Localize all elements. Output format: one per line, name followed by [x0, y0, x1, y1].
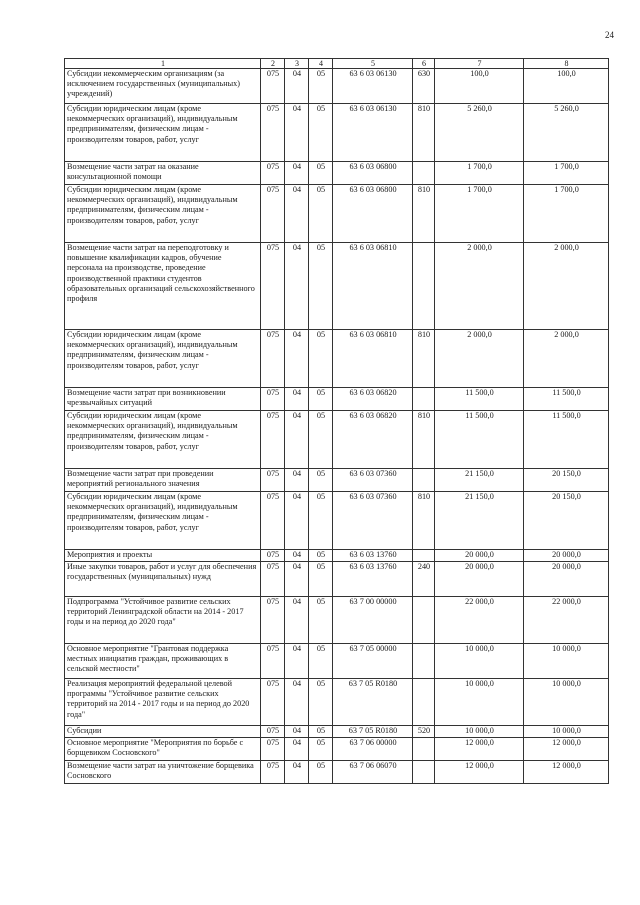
cell-target-article: 63 6 03 06820	[333, 411, 413, 469]
cell-section: 04	[285, 411, 309, 469]
cell-subsection: 05	[309, 104, 333, 162]
cell-section: 04	[285, 388, 309, 411]
column-header: 4	[309, 59, 333, 69]
cell-section: 04	[285, 330, 309, 388]
cell-section: 04	[285, 679, 309, 726]
cell-target-article: 63 6 03 06800	[333, 185, 413, 243]
cell-amount-col7: 10 000,0	[435, 679, 524, 726]
cell-ministry-code: 075	[261, 726, 285, 738]
cell-amount-col7: 2 000,0	[435, 243, 524, 330]
cell-subsection: 05	[309, 162, 333, 185]
table-row	[65, 492, 609, 550]
cell-ministry-code: 075	[261, 761, 285, 784]
cell-section: 04	[285, 597, 309, 644]
cell-amount-col7: 12 000,0	[435, 738, 524, 761]
table-row	[65, 550, 609, 562]
cell-amount-col8: 1 700,0	[524, 185, 609, 243]
cell-name: Иные закупки товаров, работ и услуг для обеспечения государственных (муниципальных) нужд	[65, 562, 261, 597]
table-row	[65, 726, 609, 738]
cell-section: 04	[285, 104, 309, 162]
cell-target-article: 63 6 03 07360	[333, 492, 413, 550]
cell-amount-col7: 21 150,0	[435, 492, 524, 550]
cell-section: 04	[285, 69, 309, 104]
cell-target-article: 63 7 06 06070	[333, 761, 413, 784]
cell-section: 04	[285, 162, 309, 185]
cell-target-article: 63 6 03 13760	[333, 550, 413, 562]
cell-name: Возмещение части затрат при проведении мероприятий регионального значения	[65, 469, 261, 492]
cell-name: Основное мероприятие "Грантовая поддержка местных инициатив граждан, проживающих в сельской местности"	[65, 644, 261, 679]
cell-name: Субсидии юридическим лицам (кроме некоммерческих организаций), индивидуальным предпринимателям, физическим лицам - производителям товаров, работ, услуг	[65, 411, 261, 469]
table-row	[65, 330, 609, 388]
cell-subsection: 05	[309, 330, 333, 388]
cell-subsection: 05	[309, 243, 333, 330]
cell-subsection: 05	[309, 597, 333, 644]
cell-amount-col7: 11 500,0	[435, 388, 524, 411]
cell-target-article: 63 6 03 06810	[333, 330, 413, 388]
cell-amount-col7: 22 000,0	[435, 597, 524, 644]
table-row	[65, 411, 609, 469]
cell-subsection: 05	[309, 69, 333, 104]
table-row	[65, 562, 609, 597]
cell-subsection: 05	[309, 738, 333, 761]
cell-name: Подпрограмма "Устойчивое развитие сельских территорий Ленинградской области на 2014 - 2017 годы и на период до 2020 года"	[65, 597, 261, 644]
table-row	[65, 644, 609, 679]
column-header: 2	[261, 59, 285, 69]
column-header: 8	[524, 59, 609, 69]
cell-expense-type: 810	[413, 492, 435, 550]
cell-subsection: 05	[309, 726, 333, 738]
cell-amount-col8: 100,0	[524, 69, 609, 104]
cell-subsection: 05	[309, 388, 333, 411]
table-row	[65, 162, 609, 185]
cell-amount-col8: 2 000,0	[524, 330, 609, 388]
cell-ministry-code: 075	[261, 738, 285, 761]
cell-expense-type: 240	[413, 562, 435, 597]
cell-name: Возмещение части затрат на уничтожение борщевика Сосновского	[65, 761, 261, 784]
cell-ministry-code: 075	[261, 469, 285, 492]
cell-target-article: 63 7 00 00000	[333, 597, 413, 644]
table-row	[65, 597, 609, 644]
cell-expense-type: 630	[413, 69, 435, 104]
cell-amount-col7: 21 150,0	[435, 469, 524, 492]
table-row	[65, 388, 609, 411]
cell-ministry-code: 075	[261, 550, 285, 562]
cell-expense-type: 810	[413, 411, 435, 469]
cell-expense-type	[413, 761, 435, 784]
cell-target-article: 63 6 03 07360	[333, 469, 413, 492]
column-header: 1	[65, 59, 261, 69]
cell-expense-type	[413, 644, 435, 679]
cell-ministry-code: 075	[261, 492, 285, 550]
cell-ministry-code: 075	[261, 562, 285, 597]
cell-section: 04	[285, 738, 309, 761]
cell-section: 04	[285, 550, 309, 562]
cell-target-article: 63 6 03 06800	[333, 162, 413, 185]
cell-section: 04	[285, 644, 309, 679]
cell-name: Реализация мероприятий федеральной целевой программы "Устойчивое развитие сельских территорий на 2014 - 2017 годы и на период до 2020 года"	[65, 679, 261, 726]
cell-amount-col8: 11 500,0	[524, 388, 609, 411]
cell-ministry-code: 075	[261, 388, 285, 411]
cell-amount-col7: 5 260,0	[435, 104, 524, 162]
table-row	[65, 243, 609, 330]
cell-section: 04	[285, 469, 309, 492]
cell-amount-col7: 1 700,0	[435, 162, 524, 185]
cell-target-article: 63 7 05 R0180	[333, 679, 413, 726]
table-row	[65, 761, 609, 784]
cell-amount-col8: 20 000,0	[524, 562, 609, 597]
cell-amount-col8: 10 000,0	[524, 679, 609, 726]
cell-amount-col8: 12 000,0	[524, 761, 609, 784]
cell-amount-col8: 12 000,0	[524, 738, 609, 761]
cell-amount-col7: 1 700,0	[435, 185, 524, 243]
cell-amount-col8: 1 700,0	[524, 162, 609, 185]
cell-ministry-code: 075	[261, 69, 285, 104]
cell-amount-col7: 20 000,0	[435, 550, 524, 562]
cell-expense-type	[413, 469, 435, 492]
cell-target-article: 63 7 05 00000	[333, 644, 413, 679]
column-header: 3	[285, 59, 309, 69]
cell-subsection: 05	[309, 411, 333, 469]
cell-amount-col8: 2 000,0	[524, 243, 609, 330]
table-row	[65, 679, 609, 726]
cell-ministry-code: 075	[261, 162, 285, 185]
cell-name: Возмещение части затрат при возникновении чрезвычайных ситуаций	[65, 388, 261, 411]
cell-name: Субсидии юридическим лицам (кроме некоммерческих организаций), индивидуальным предпринимателям, физическим лицам - производителям товаров, работ, услуг	[65, 492, 261, 550]
cell-section: 04	[285, 562, 309, 597]
cell-section: 04	[285, 492, 309, 550]
cell-target-article: 63 6 03 06130	[333, 69, 413, 104]
cell-name: Субсидии	[65, 726, 261, 738]
cell-expense-type	[413, 550, 435, 562]
column-header-row	[65, 59, 609, 69]
table-row	[65, 738, 609, 761]
cell-target-article: 63 7 05 R0180	[333, 726, 413, 738]
cell-subsection: 05	[309, 679, 333, 726]
column-header: 7	[435, 59, 524, 69]
cell-name: Основное мероприятие "Мероприятия по борьбе с борщевиком Сосновского"	[65, 738, 261, 761]
cell-expense-type	[413, 243, 435, 330]
cell-name: Субсидии юридическим лицам (кроме некоммерческих организаций), индивидуальным предпринимателям, физическим лицам - производителям товаров, работ, услуг	[65, 104, 261, 162]
cell-subsection: 05	[309, 761, 333, 784]
cell-amount-col8: 11 500,0	[524, 411, 609, 469]
cell-target-article: 63 6 03 06810	[333, 243, 413, 330]
cell-amount-col8: 20 150,0	[524, 492, 609, 550]
cell-name: Субсидии некоммерческим организациям (за исключением государственных (муниципальных) учреждений)	[65, 69, 261, 104]
cell-ministry-code: 075	[261, 644, 285, 679]
cell-amount-col7: 100,0	[435, 69, 524, 104]
cell-name: Мероприятия и проекты	[65, 550, 261, 562]
table-body	[65, 59, 609, 784]
cell-amount-col8: 10 000,0	[524, 726, 609, 738]
cell-expense-type	[413, 738, 435, 761]
cell-name: Субсидии юридическим лицам (кроме некоммерческих организаций), индивидуальным предпринимателям, физическим лицам - производителям товаров, работ, услуг	[65, 330, 261, 388]
cell-subsection: 05	[309, 469, 333, 492]
cell-subsection: 05	[309, 550, 333, 562]
column-header: 5	[333, 59, 413, 69]
cell-target-article: 63 6 03 06820	[333, 388, 413, 411]
table-row	[65, 104, 609, 162]
cell-ministry-code: 075	[261, 104, 285, 162]
cell-target-article: 63 6 03 06130	[333, 104, 413, 162]
cell-target-article: 63 6 03 13760	[333, 562, 413, 597]
cell-subsection: 05	[309, 492, 333, 550]
cell-ministry-code: 075	[261, 243, 285, 330]
cell-section: 04	[285, 185, 309, 243]
cell-subsection: 05	[309, 644, 333, 679]
cell-ministry-code: 075	[261, 330, 285, 388]
cell-amount-col8: 22 000,0	[524, 597, 609, 644]
cell-amount-col7: 12 000,0	[435, 761, 524, 784]
cell-ministry-code: 075	[261, 679, 285, 726]
cell-expense-type: 810	[413, 330, 435, 388]
budget-table	[64, 58, 609, 784]
column-header: 6	[413, 59, 435, 69]
cell-expense-type	[413, 388, 435, 411]
cell-expense-type	[413, 679, 435, 726]
cell-ministry-code: 075	[261, 411, 285, 469]
cell-amount-col7: 10 000,0	[435, 726, 524, 738]
table-row	[65, 185, 609, 243]
page-number: 24	[605, 30, 614, 40]
cell-amount-col7: 20 000,0	[435, 562, 524, 597]
cell-subsection: 05	[309, 185, 333, 243]
cell-amount-col7: 11 500,0	[435, 411, 524, 469]
cell-expense-type: 810	[413, 185, 435, 243]
cell-section: 04	[285, 761, 309, 784]
cell-amount-col8: 5 260,0	[524, 104, 609, 162]
cell-section: 04	[285, 726, 309, 738]
cell-expense-type	[413, 597, 435, 644]
cell-expense-type: 520	[413, 726, 435, 738]
cell-amount-col8: 20 000,0	[524, 550, 609, 562]
cell-subsection: 05	[309, 562, 333, 597]
cell-expense-type: 810	[413, 104, 435, 162]
table-row	[65, 69, 609, 104]
cell-expense-type	[413, 162, 435, 185]
cell-amount-col7: 2 000,0	[435, 330, 524, 388]
table-row	[65, 469, 609, 492]
cell-amount-col7: 10 000,0	[435, 644, 524, 679]
cell-name: Возмещение части затрат на оказание консультационной помощи	[65, 162, 261, 185]
cell-ministry-code: 075	[261, 185, 285, 243]
cell-amount-col8: 20 150,0	[524, 469, 609, 492]
cell-name: Возмещение части затрат на переподготовку и повышение квалификации кадров, обучение персонала на производстве, проведение производственной практики студентов образовательных организаций сельскохозяйственного профиля	[65, 243, 261, 330]
cell-amount-col8: 10 000,0	[524, 644, 609, 679]
cell-ministry-code: 075	[261, 597, 285, 644]
cell-section: 04	[285, 243, 309, 330]
cell-target-article: 63 7 06 00000	[333, 738, 413, 761]
cell-name: Субсидии юридическим лицам (кроме некоммерческих организаций), индивидуальным предпринимателям, физическим лицам - производителям товаров, работ, услуг	[65, 185, 261, 243]
